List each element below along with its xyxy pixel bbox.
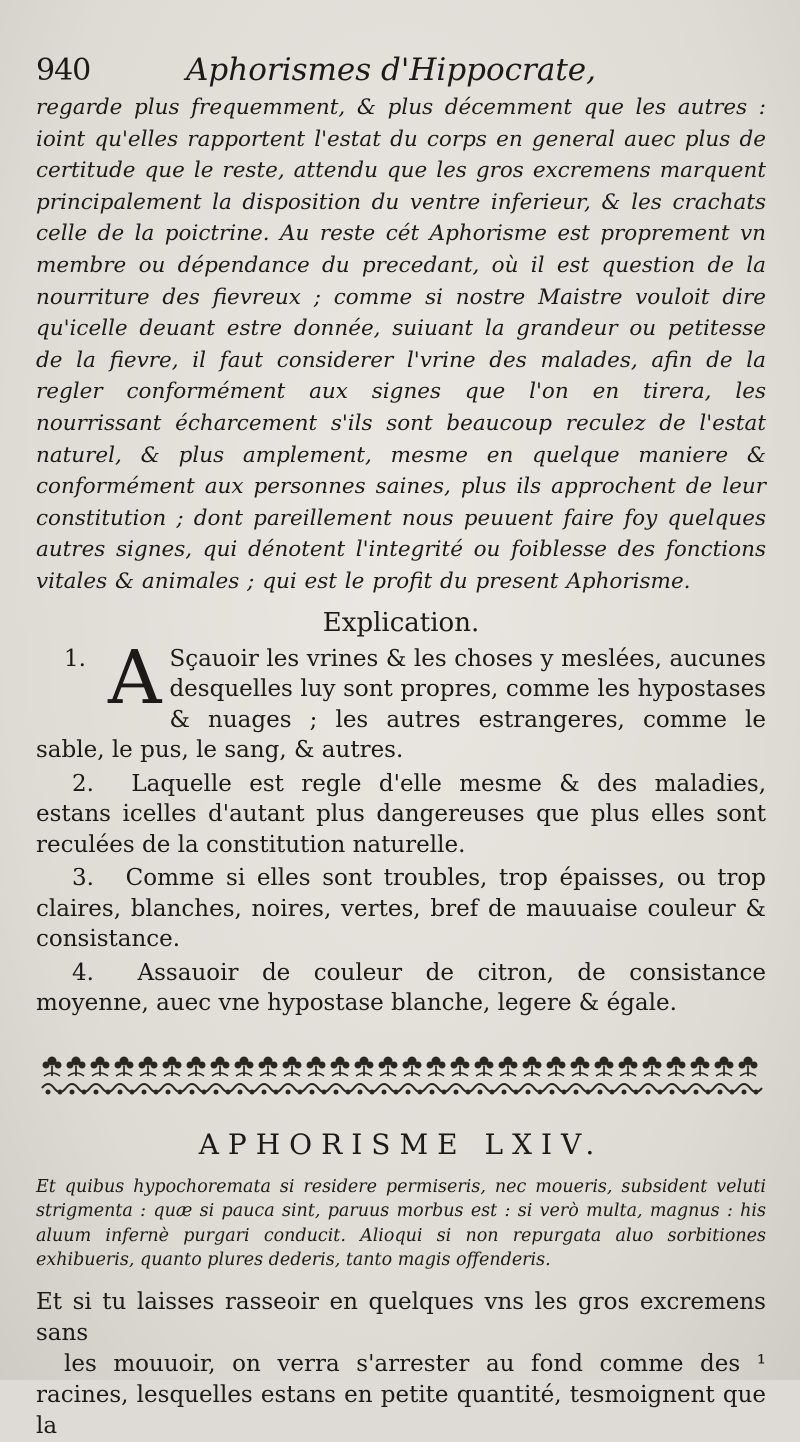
note-text: Sçauoir les vrines & les choses y meslées, aucunes desquelles luy sont propres, comme les hypostases & nuages ; les autres estrangeres, comme le sable, le pus, le sang, & autres.	[36, 645, 766, 763]
page-header	[36, 52, 766, 92]
note-number: 3.	[72, 865, 94, 891]
aphorism-heading: APHORISME LXIV.	[198, 1127, 604, 1161]
page-number: 940	[36, 53, 91, 88]
translation-first-line: Et si tu laisses rasseoir en quelques vns les gros excremens sans	[36, 1288, 766, 1346]
translation-continuation: les mouuoir, on verra s'arrester au fond comme des ¹ racines, lesquelles estans en petite quantité, tesmoignent que la	[36, 1350, 766, 1439]
explication-note-3	[36, 863, 766, 955]
note-number: 1.	[64, 645, 86, 672]
note-text: Comme si elles sont troubles, trop épaisses, ou trop claires, blanches, noires, vertes, bref de mauuaise couleur & consistance.	[36, 865, 766, 952]
note-number: 4.	[72, 959, 94, 986]
explication-note-2	[36, 769, 766, 861]
note-number: 2.	[72, 770, 94, 797]
decorative-ornament-band	[40, 1052, 770, 1102]
french-translation-text	[36, 1287, 766, 1442]
commentary-paragraph: regarde plus frequemment, & plus décemment que les autres : ioint qu'elles rapportent l'estat du corps en general auec plus de certitude que le reste, attendu que les gros excremens marquent principalement la disposition du ventre inferieur, & les crachats celle de la poictrine. Au reste cét Aphorisme est proprement vn membre ou dépendance du precedant, où il est question de la nourriture des fievreux ; comme si nostre Maistre vouloit dire qu'icelle deuant estre donnée, suiuant la grandeur ou petitesse de la fievre, il faut considerer l'vrine des malades, afin de la regler conformément aux signes que l'on en tirera, les nourrissant écharcement s'ils sont beaucoup reculez de l'estat naturel, & plus amplement, mesme en quelque maniere & conformément aux personnes saines, plus ils approchent de leur constitution ; dont pareillement nous peuuent faire foy quelques autres signes, qui dénotent l'integrité ou foiblesse des fonctions vitales & animales ; qui est le profit du present Aphorisme.	[36, 95, 766, 594]
latin-aphorism-text: Et quibus hypochoremata si residere permiseris, nec moueris, subsident veluti strigmenta : quæ si pauca sint, paruus morbus est : si verò multa, magnus : his aluum infernè purgari conducit. Alioqui si non repurgata aluo sorbitiones exhibueris, quanto plures dederis, tanto magis offenderis.	[36, 1176, 766, 1270]
explication-note-4	[36, 958, 766, 1019]
drop-cap: A	[108, 634, 162, 721]
explication-note-1	[36, 634, 766, 766]
note-text: Laquelle est regle d'elle mesme & des maladies, estans icelles d'autant plus dangereuses que plus elles sont reculées de la constitution naturelle.	[36, 770, 767, 858]
explication-heading: Explication.	[322, 607, 480, 638]
note-text: Assauoir de couleur de citron, de consistance moyenne, auec vne hypostase blanche, legere & égale.	[36, 959, 767, 1016]
running-title: Aphorismes d'Hippocrate,	[186, 52, 596, 88]
